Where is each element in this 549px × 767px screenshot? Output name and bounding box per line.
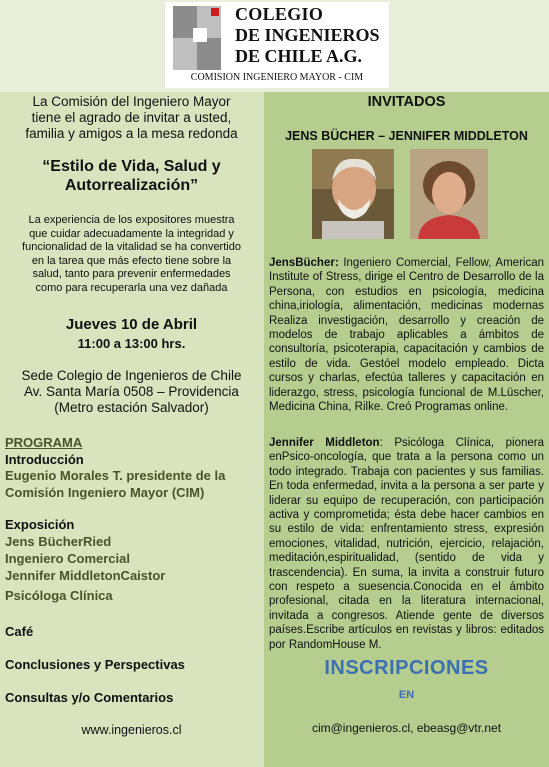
left-column [0, 92, 263, 767]
cafe-item: Café [5, 624, 34, 639]
inscripciones-heading: INSCRIPCIONES [324, 657, 489, 679]
bio-jennifer [269, 436, 544, 652]
consultas-item: Consultas y/o Comentarios [5, 690, 174, 705]
event-venue [0, 368, 263, 416]
desc-line: como para recuperarla una vez dañada [35, 281, 228, 294]
invite-line: tiene el agrado de invitar a usted, [31, 110, 232, 125]
contact-emails[interactable]: cim@ingenieros.cl, ebeasg@vtr.net [311, 721, 502, 735]
bio-jens-name: JensBücher: [269, 257, 339, 269]
venue-line: (Metro estación Salvador) [54, 400, 209, 415]
guests-names: JENS BÜCHER – JENNIFER MIDDLETON [285, 129, 528, 143]
bio-jens-text: Ingeniero Comercial, Fellow, American Institute of Stress, dirige el Centro de Desarrollo de la Persona, con estudios en psicología, medicina china,iriología, alimentación, medicinas modernas Realiza investigación, desarrollo y creación de modelos de trabajo aplicables a ámbitos de consultoría, psicoterapia, capacitación y cambios de estilo de vida. Gestóel modelo empleado. Dicta cursos y charlas, efectúa talleres y capacitación en liderazgo, stress, psicología funcional de M.Lüscher, Medicina China, Rilke. Creó Programas online. [269, 257, 544, 414]
event-title [0, 157, 263, 195]
website-link[interactable]: www.ingenieros.cl [81, 723, 182, 737]
title-line: Autorrealización” [64, 177, 199, 194]
intro-line: Eugenio Morales T. presidente de la [5, 468, 226, 483]
desc-line: La experiencia de los expositores muestra [28, 214, 235, 226]
bio-jennifer-text: : Psicóloga Clínica, pionera enPsico-oncología, que trata a la persona como un todo integrado. Trabaja con pacientes y sus familias. En toda enfermedad, invita a la persona a ser parte y liderar su equipo de recuperación, con participación activa y comprometida; ésta debe hacer cambios en su estilo de vida: enfrentamiento stress, expresión emociones, vitalidad, nutrición, ejercicio, relajación, meditación,espiritualidad, (sentido de vida y trascendencia). En suma, la invita a construir futuro con respeto a suesencia.Conocida en el ámbito profesional, citada en la literatura internacional, invitada a congresos. Atiende gente de diversos países.Escribe artículos en revistas y libros: editados por RandomHouse M. [269, 437, 544, 651]
jennifer-middleton-photo [410, 149, 488, 239]
logo [165, 2, 389, 88]
expo-line: Ingeniero Comercial [5, 551, 130, 566]
expo-line: Jennifer MiddletonCaistor [5, 568, 166, 583]
logo-line-3: DE CHILE A.G. [235, 46, 363, 66]
logo-subtitle: COMISION INGENIERO MAYOR - CIM [190, 72, 364, 83]
desc-line: funcionalidad de la vitalidad se ha convertido [22, 241, 241, 253]
invite-line: familia y amigos a la mesa redonda [25, 126, 238, 141]
intro-line: Comisión Ingeniero Mayor (CIM) [5, 485, 205, 500]
logo-line-2: DE INGENIEROS [235, 25, 380, 45]
desc-line: salud, tanto para prevenir enfermedades [32, 268, 231, 280]
venue-line: Sede Colegio de Ingenieros de Chile [21, 368, 242, 383]
invitados-heading: INVITADOS [367, 94, 446, 110]
intro-label: Introducción [5, 452, 84, 467]
logo-line-1: COLEGIO [235, 4, 324, 24]
en-label: EN [398, 689, 415, 701]
conclusiones-item: Conclusiones y Perspectivas [5, 657, 185, 672]
desc-line: en la tarea que más efecto tiene sobre la [31, 254, 232, 267]
right-column [264, 92, 549, 767]
invite-line: La Comisión del Ingeniero Mayor [32, 94, 231, 109]
header [0, 0, 549, 92]
jens-bucher-photo [312, 149, 394, 239]
expo-line: Psicóloga Clínica [5, 588, 113, 603]
expo-label: Exposición [5, 517, 75, 532]
expo-line: Jens BücherRied [5, 534, 112, 549]
colegio-logo-icon [173, 6, 221, 70]
invitation-text [0, 94, 263, 142]
event-date: Jueves 10 de Abril [65, 316, 198, 333]
programa-heading: PROGRAMA [5, 435, 83, 450]
desc-line: que cuidar adecuadamente la integridad y [29, 227, 234, 240]
event-description [0, 214, 263, 295]
title-line: “Estilo de Vida, Salud y [42, 158, 221, 175]
event-time: 11:00 a 13:00 hrs. [77, 336, 186, 351]
venue-line: Av. Santa María 0508 – Providencia [24, 384, 239, 399]
bio-jens [269, 256, 544, 414]
bio-jennifer-name: Jennifer Middleton [269, 437, 380, 449]
